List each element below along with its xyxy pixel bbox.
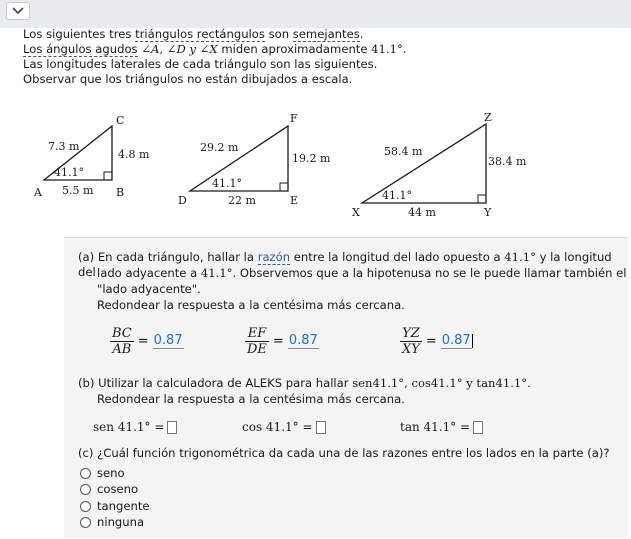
vertex-d: D [178, 194, 187, 207]
problem-intro: Los siguientes tres triángulos rectángulos son semejantes. Los ángulos agudos ∠A, ∠D y ∠X miden aproximadamente 41.1°. Las longitudes laterales de cada triángulo son las siguientes. Observar que los triángulos no están dibujados a escala. [23, 27, 407, 86]
opp-xyz: 38.4 m [488, 155, 527, 168]
answer-input-3[interactable]: 0.87 [441, 333, 471, 348]
triangles-figure [0, 100, 631, 230]
adj-def: 22 m [228, 194, 256, 207]
vertex-c: C [116, 114, 125, 127]
sen-input-row: sen 41.1° = [93, 420, 177, 434]
cos-input-row: cos 41.1° = [242, 420, 326, 434]
vertex-f: F [290, 112, 298, 125]
sen-input[interactable] [167, 421, 177, 434]
link-razon[interactable]: razón [257, 250, 291, 264]
link-triangulos[interactable]: triángulos rectángulos [135, 27, 265, 41]
triangle-xyz [352, 111, 527, 219]
vertex-x: X [352, 206, 360, 219]
tan-input-row: tan 41.1° = [400, 420, 483, 434]
part-c-text: (c) ¿Cuál función trigonométrica da cada una de las razones entre los lados en la parte (a)? [78, 446, 610, 460]
part-b-text: (b) Utilizar la calculadora de ALEKS para hallar sen41.1°, cos41.1° y tan41.1°. [78, 376, 531, 390]
option-tangente[interactable]: tangente [80, 499, 150, 513]
chevron-down-icon [12, 7, 24, 15]
fraction-bc-ab: $\frac{BC}{AB}$ = 0.87 [112, 325, 183, 357]
vertex-a: A [34, 186, 42, 199]
vertex-z: Z [484, 111, 492, 124]
adj-xyz: 44 m [408, 206, 436, 219]
vertex-y: Y [484, 206, 492, 219]
vertex-b: B [116, 186, 125, 199]
angle-x: 41.1° [382, 189, 412, 202]
collapse-button[interactable] [6, 2, 30, 20]
hyp-def: 29.2 m [200, 141, 239, 154]
hyp-xyz: 58.4 m [384, 145, 423, 158]
adj-abc: 5.5 m [62, 184, 94, 197]
link-semejantes[interactable]: semejantes [292, 27, 360, 41]
part-a-text: (a) En cada triángulo, hallar la razón entre la longitud del lado opuesto a 41.1° y la longitud del [78, 250, 612, 279]
answer-input-1[interactable]: 0.87 [153, 333, 183, 348]
fraction-ef-de: $\frac{EF}{DE}$ = 0.87 [247, 325, 318, 357]
option-ninguna[interactable]: ninguna [80, 515, 144, 529]
hyp-abc: 7.3 m [48, 140, 80, 153]
triangle-def [178, 112, 331, 207]
option-seno[interactable]: seno [80, 466, 125, 480]
answer-input-2[interactable]: 0.87 [288, 333, 318, 348]
tan-input[interactable] [473, 421, 483, 434]
option-coseno[interactable]: coseno [80, 482, 138, 496]
vertex-e: E [290, 194, 299, 207]
fraction-yz-xy: $\frac{YZ}{XY}$ = 0.87 [402, 325, 471, 357]
angle-d: 41.1° [212, 177, 242, 190]
triangle-abc [33, 114, 150, 199]
link-angulos[interactable]: Los ángulos agudos [23, 42, 138, 56]
cos-input[interactable] [316, 421, 326, 434]
opp-def: 19.2 m [292, 152, 331, 165]
top-bar [0, 0, 631, 28]
opp-abc: 4.8 m [118, 148, 150, 161]
angle-a: 41.1° [54, 166, 84, 179]
